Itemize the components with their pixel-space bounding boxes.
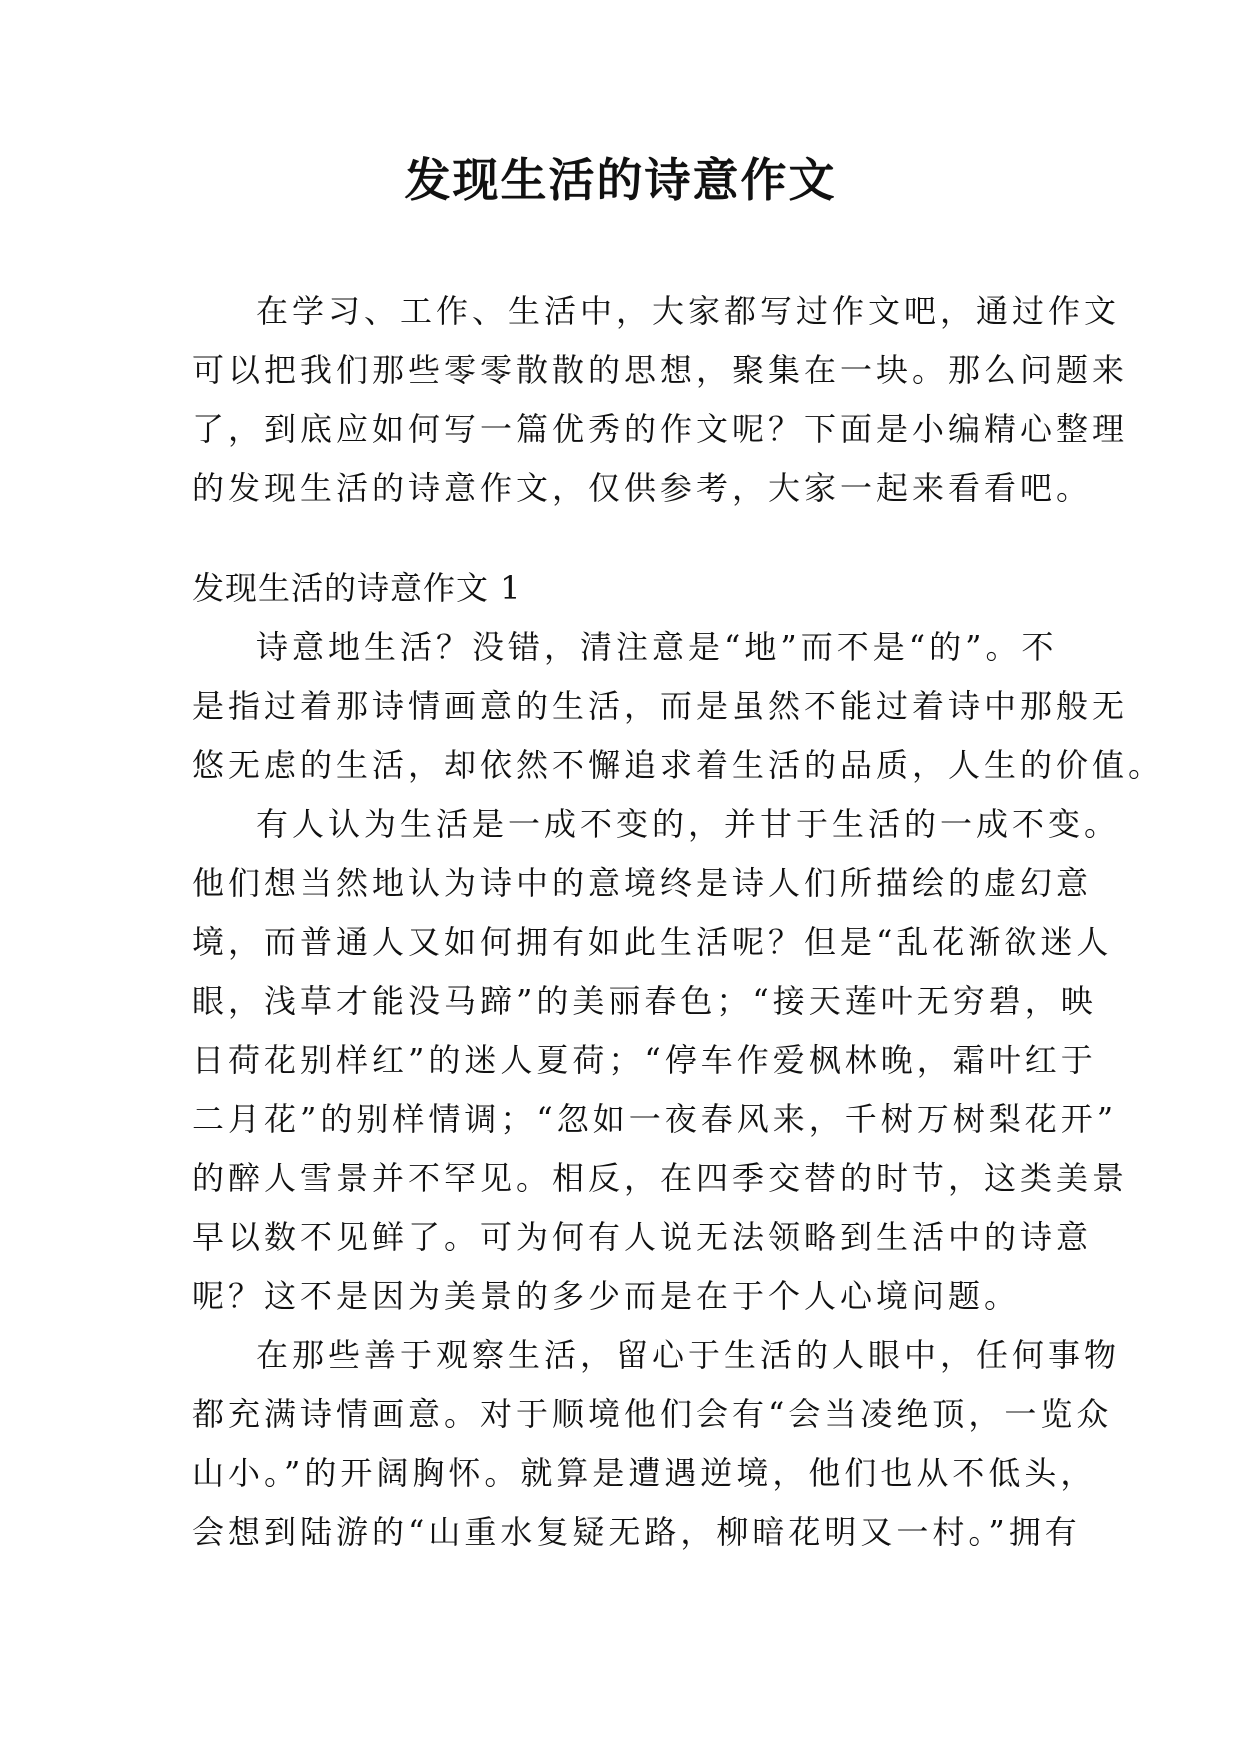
- paragraph-line: 眼，浅草才能没马蹄”的美丽春色；“接天莲叶无穷碧，映: [192, 982, 1097, 1020]
- paragraph-line: 二月花”的别样情调；“忽如一夜春风来，千树万树梨花开”: [192, 1100, 1118, 1138]
- paragraph-line: 是指过着那诗情画意的生活，而是虽然不能过着诗中那般无: [192, 687, 1129, 725]
- paragraph-line: 山小。”的开阔胸怀。就算是遭遇逆境，他们也从不低头，: [192, 1454, 1097, 1492]
- paragraph-line: 呢？这不是因为美景的多少而是在于个人心境问题。: [192, 1277, 1021, 1315]
- paragraph-line: 他们想当然地认为诗中的意境终是诗人们所描绘的虚幻意: [192, 864, 1093, 902]
- paragraph-line: 诗意地生活？没错，清注意是“地”而不是“的”。不: [256, 628, 1058, 666]
- section-heading: 发现生活的诗意作文 1: [192, 569, 522, 607]
- paragraph-line: 日荷花别样红”的迷人夏荷；“停车作爱枫林晚，霜叶红于: [192, 1041, 1097, 1079]
- paragraph-line: 了，到底应如何写一篇优秀的作文呢？下面是小编精心整理: [192, 410, 1129, 448]
- intro-paragraph: [192, 282, 1129, 518]
- paragraph-line: 在学习、工作、生活中，大家都写过作文吧，通过作文: [256, 292, 1121, 330]
- body-paragraph-2: [192, 795, 1129, 1326]
- body-paragraph-3: [192, 1326, 1121, 1562]
- paragraph-line: 的醉人雪景并不罕见。相反，在四季交替的时节，这类美景: [192, 1159, 1129, 1197]
- paragraph-line: 境，而普通人又如何拥有如此生活呢？但是“乱花渐欲迷人: [192, 923, 1113, 961]
- document-body: [192, 282, 1165, 1562]
- paragraph-line: 悠无虑的生活，却依然不懈追求着生活的品质，人生的价值。: [192, 746, 1165, 784]
- paragraph-line: 的发现生活的诗意作文，仅供参考，大家一起来看看吧。: [192, 469, 1093, 507]
- paragraph-line: 有人认为生活是一成不变的，并甘于生活的一成不变。: [256, 805, 1121, 843]
- paragraph-line: 都充满诗情画意。对于顺境他们会有“会当凌绝顶，一览众: [192, 1395, 1113, 1433]
- document-title: 发现生活的诗意作文: [404, 153, 837, 207]
- paragraph-line: 早以数不见鲜了。可为何有人说无法领略到生活中的诗意: [192, 1218, 1093, 1256]
- body-paragraph-1: [192, 618, 1165, 795]
- paragraph-line: 可以把我们那些零零散散的思想，聚集在一块。那么问题来: [192, 351, 1129, 389]
- paragraph-gap: [192, 518, 1052, 559]
- paragraph-line: 会想到陆游的“山重水复疑无路，柳暗花明又一村。”拥有: [192, 1513, 1081, 1551]
- paragraph-line: 在那些善于观察生活，留心于生活的人眼中，任何事物: [256, 1336, 1121, 1374]
